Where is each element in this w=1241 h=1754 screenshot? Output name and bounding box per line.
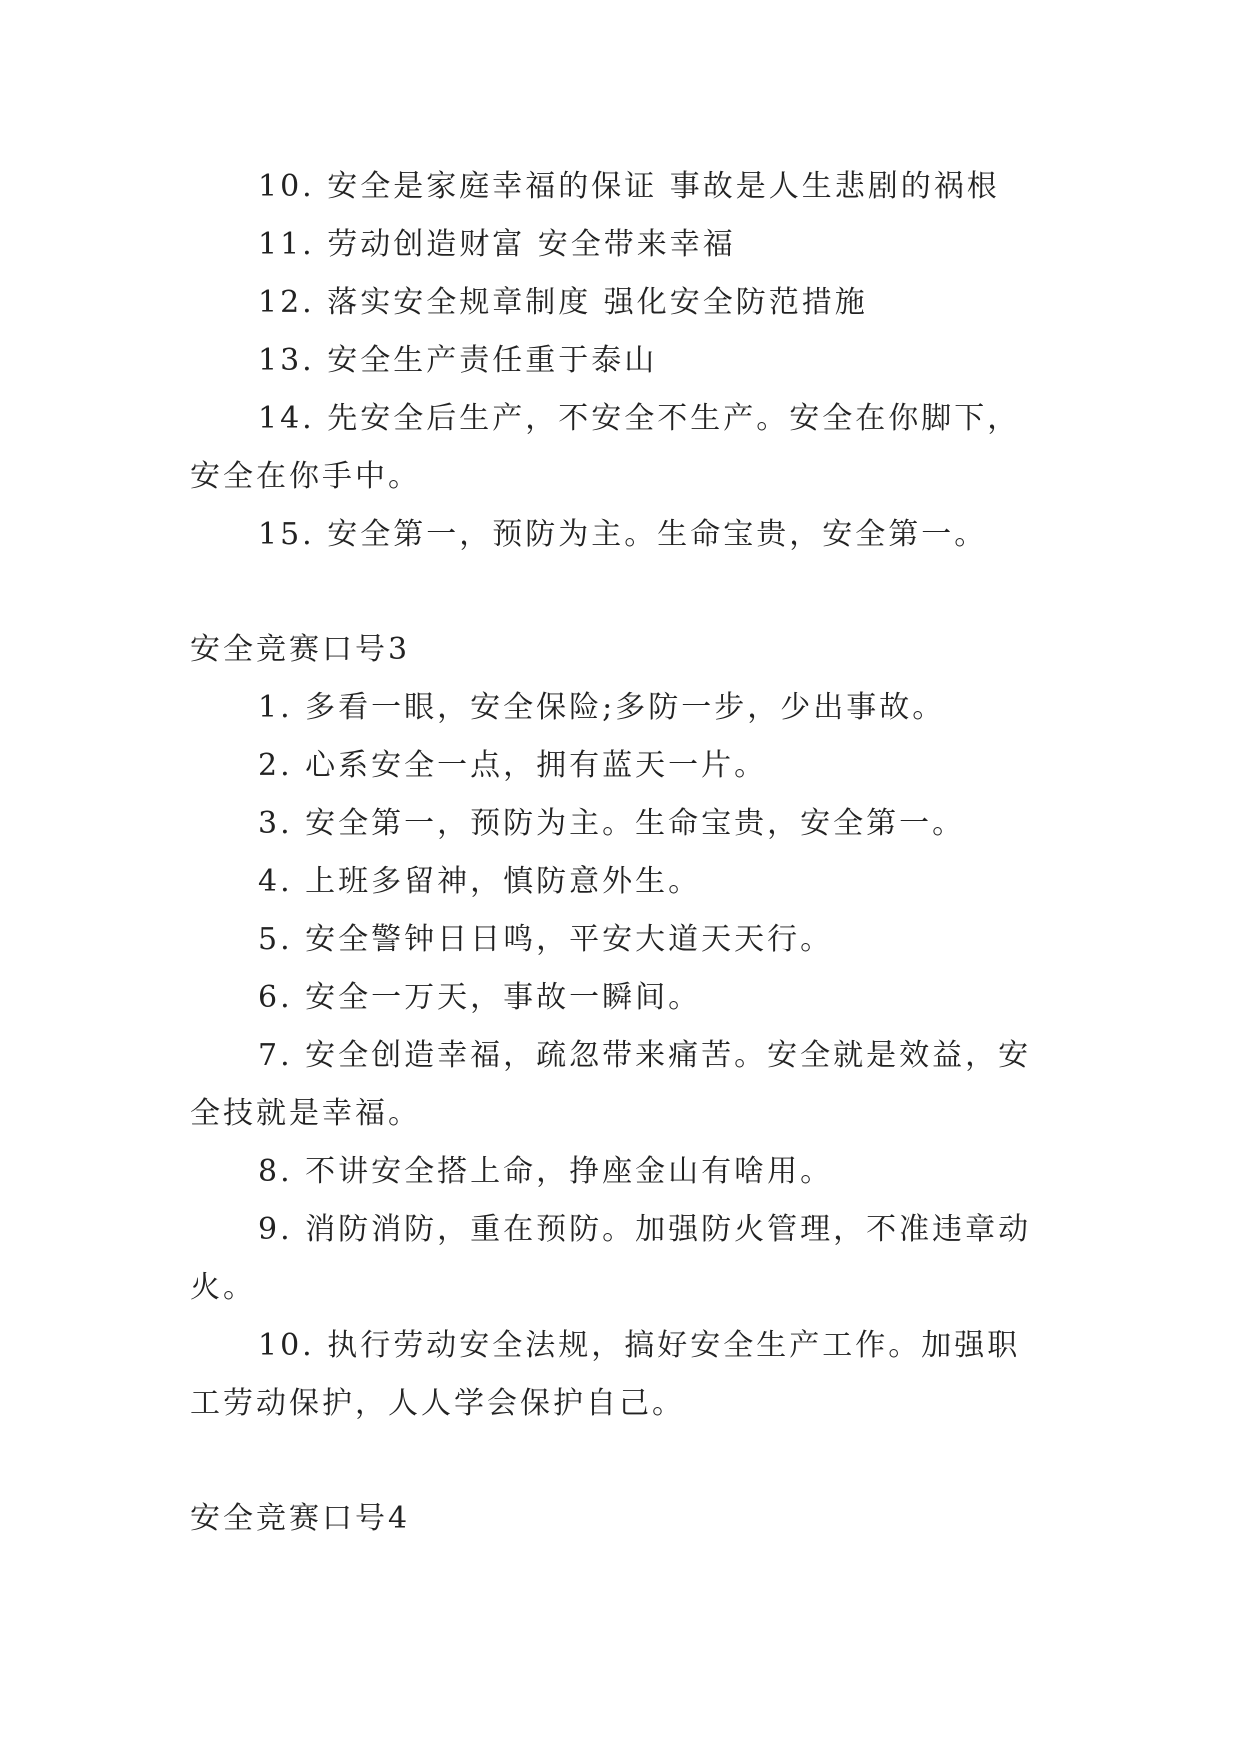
list-item: 4. 上班多留神，慎防意外生。 bbox=[258, 864, 702, 899]
list-item: 11. 劳动创造财富 安全带来幸福 bbox=[258, 227, 736, 262]
list-item: 3. 安全第一，预防为主。生命宝贵，安全第一。 bbox=[258, 806, 966, 841]
list-item: 7. 安全创造幸福，疏忽带来痛苦。安全就是效益，安全技就是幸福。 bbox=[190, 1038, 1032, 1131]
list-item: 14. 先安全后生产，不安全不生产。安全在你脚下，安全在你手中。 bbox=[190, 401, 1021, 494]
list-item: 1. 多看一眼，安全保险;多防一步，少出事故。 bbox=[258, 690, 946, 725]
list-item: 12. 落实安全规章制度 强化安全防范措施 bbox=[258, 285, 868, 320]
list-item: 9. 消防消防，重在预防。加强防火管理，不准违章动火。 bbox=[190, 1212, 1032, 1305]
list-item: 13. 安全生产责任重于泰山 bbox=[258, 343, 658, 378]
list-item: 6. 安全一万天，事故一瞬间。 bbox=[258, 980, 702, 1015]
list-item: 2. 心系安全一点，拥有蓝天一片。 bbox=[258, 748, 768, 783]
list-item: 10. 安全是家庭幸福的保证 事故是人生悲剧的祸根 bbox=[258, 169, 1000, 204]
document-body bbox=[190, 158, 1052, 1548]
list-item: 10. 执行劳动安全法规，搞好安全生产工作。加强职工劳动保护，人人学会保护自己。 bbox=[190, 1328, 1021, 1421]
list-item: 15. 安全第一，预防为主。生命宝贵，安全第一。 bbox=[258, 517, 988, 552]
section-spacer bbox=[190, 1433, 1052, 1490]
list-item: 5. 安全警钟日日鸣，平安大道天天行。 bbox=[258, 922, 834, 957]
section-heading: 安全竞赛口号3 bbox=[190, 632, 411, 667]
list-item: 8. 不讲安全搭上命，挣座金山有啥用。 bbox=[258, 1154, 834, 1189]
section-heading: 安全竞赛口号4 bbox=[190, 1501, 411, 1536]
section-spacer bbox=[190, 564, 1052, 621]
